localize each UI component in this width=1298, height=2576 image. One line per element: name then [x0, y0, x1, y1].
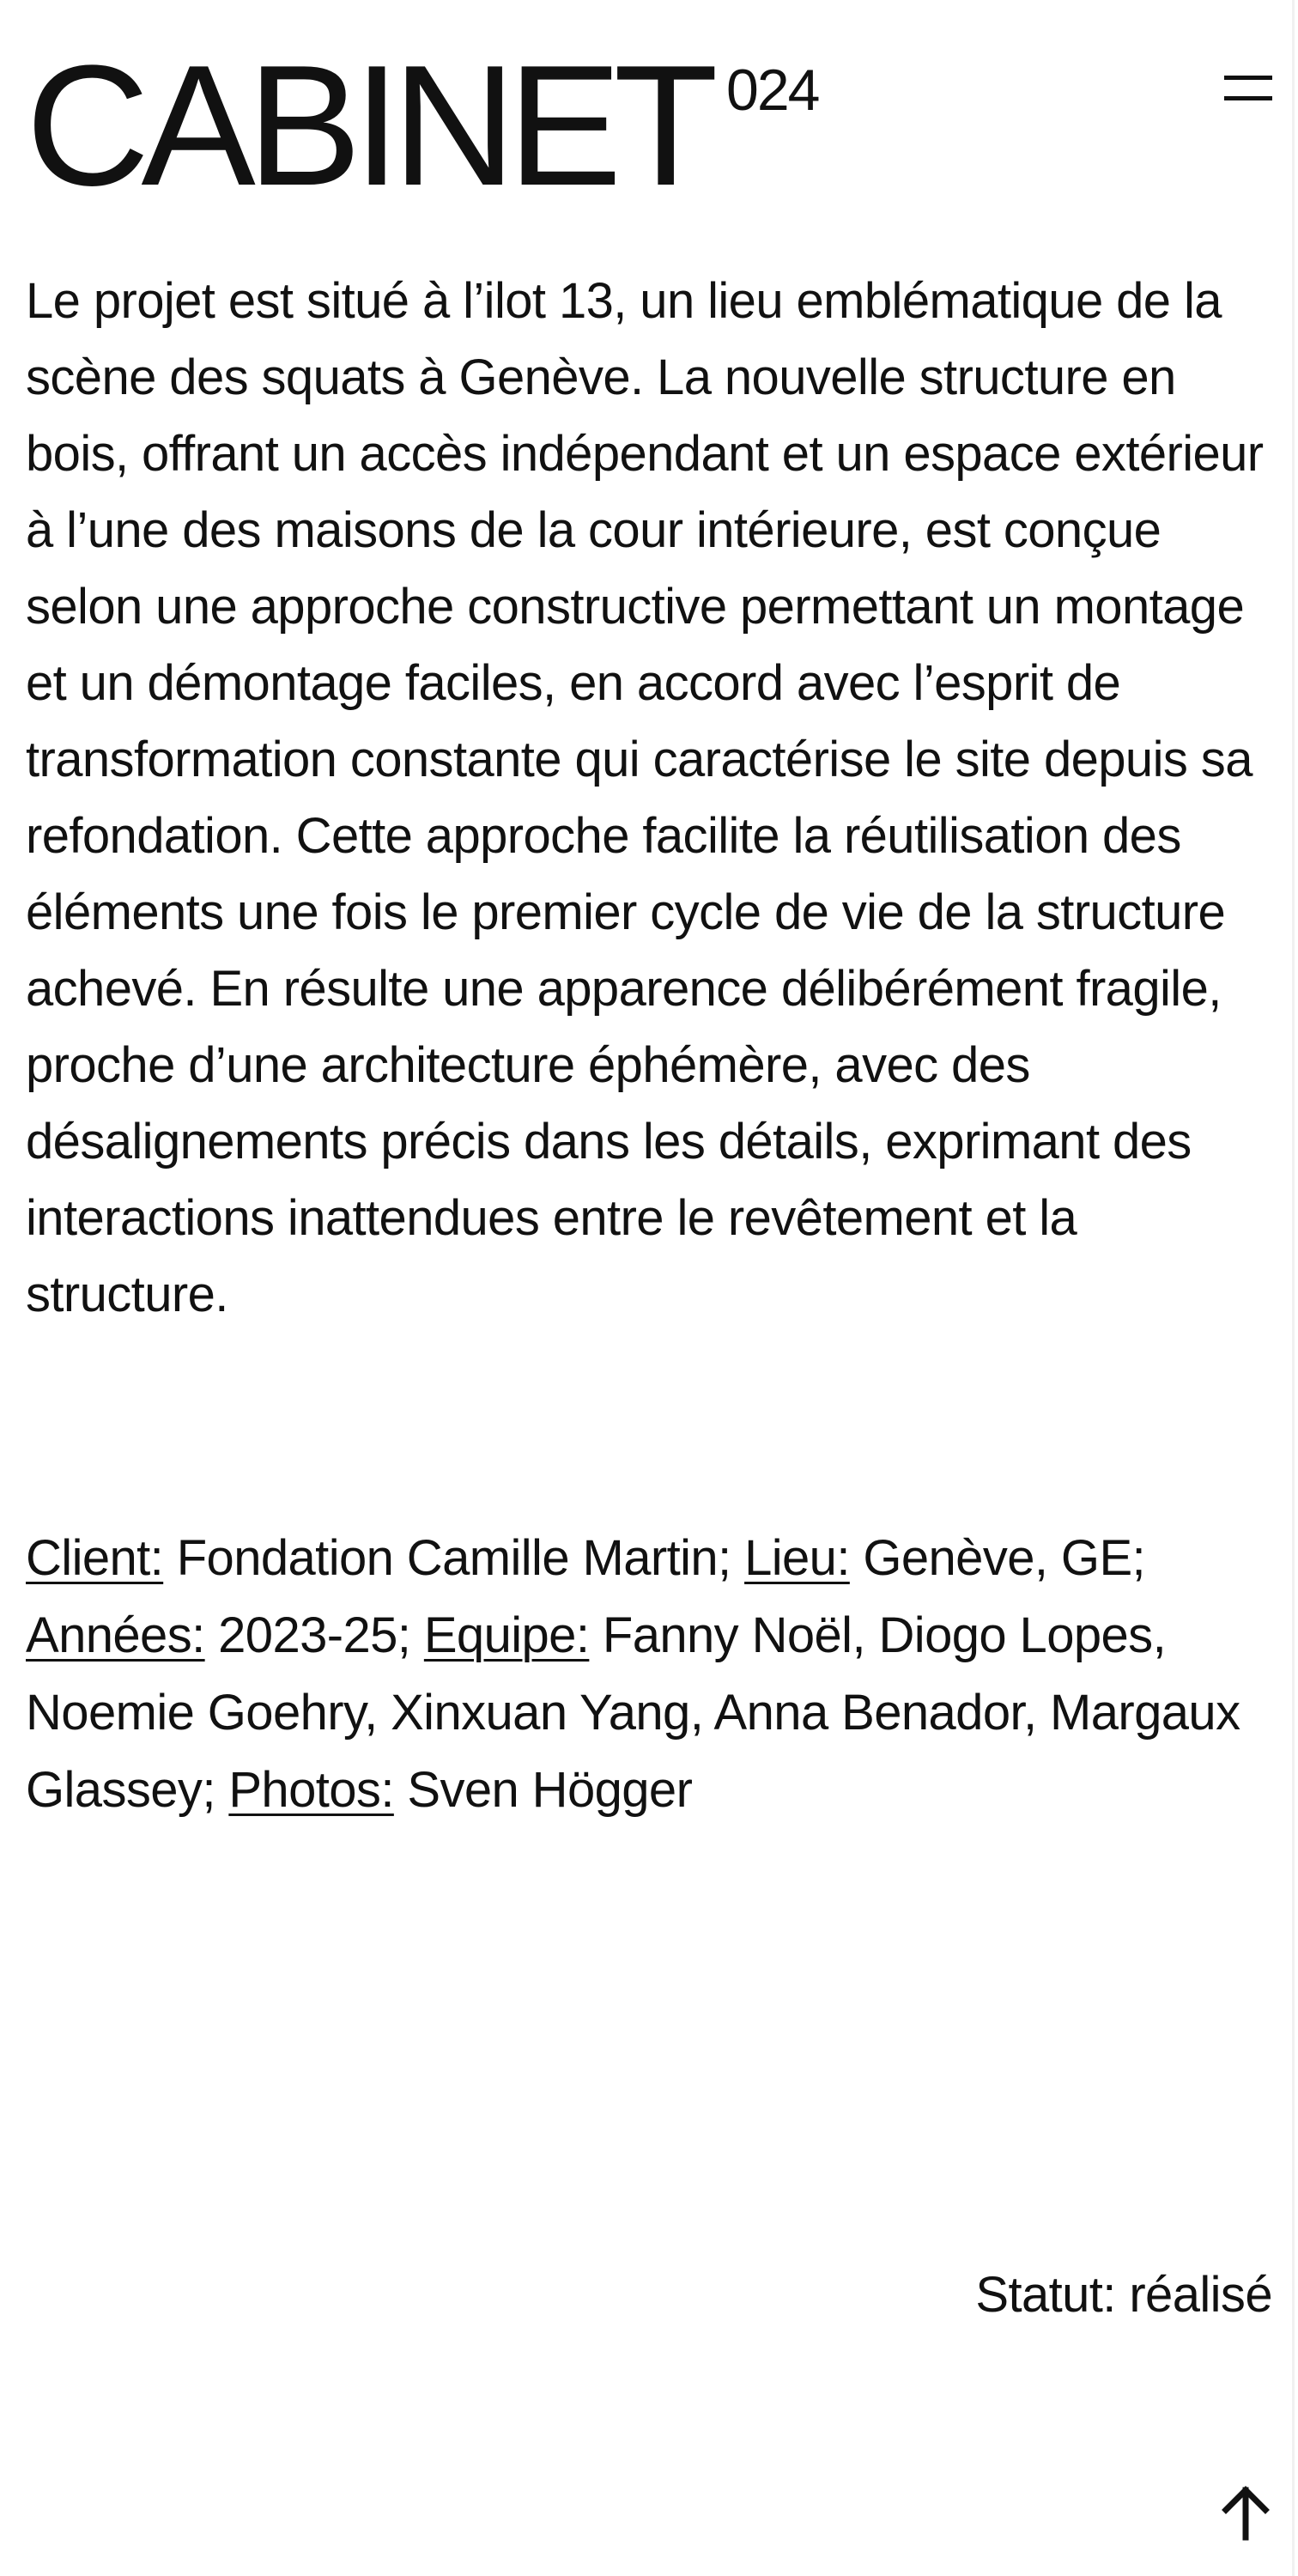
- page-scrollbar[interactable]: [1292, 0, 1295, 2576]
- client-value: Fondation Camille Martin;: [163, 1530, 745, 1586]
- years-value: 2023-25;: [204, 1607, 424, 1663]
- location-label[interactable]: Lieu:: [744, 1530, 850, 1586]
- project-description: Le projet est situé à l’ilot 13, un lieu emblématique de la scène des squats à Genève. La nouvelle structure en bois, offrant un accès indépendant et un espace extérieur à l’une des maisons de la cour intérieure, est conçue selon une approche constructive permettant un montage et un démontage faciles, en accord avec l’esprit de transformation constante qui caractérise le site depuis sa refondation. Cette approche facilite la réutilisation des éléments une fois le premier cycle de vie de la structure achevé. En résulte une apparence délibérément fragile, proche d’une architecture éphémère, avec des désalignements précis dans les détails, exprimant des interactions inattendues entre le revêtement et la structure.: [26, 273, 1264, 1322]
- project-credits: [26, 1520, 1272, 1829]
- arrow-up-icon: [1219, 2483, 1272, 2542]
- years-label[interactable]: Années:: [26, 1607, 205, 1663]
- photos-label[interactable]: Photos:: [228, 1762, 394, 1818]
- team-value: Fanny Noël, Diogo Lopes, Noemie Goehry, Xinxuan Yang, Anna Benador, Margaux Glassey;: [26, 1607, 1240, 1818]
- team-label[interactable]: Equipe:: [423, 1607, 590, 1663]
- menu-icon: [1224, 76, 1272, 80]
- scroll-top-button[interactable]: [1219, 2483, 1272, 2542]
- menu-icon: [1224, 96, 1272, 100]
- menu-button[interactable]: [1224, 69, 1272, 106]
- project-status: Statut: réalisé: [975, 2267, 1272, 2323]
- site-header: [26, 30, 1272, 222]
- location-value: Genève, GE;: [849, 1530, 1146, 1586]
- client-label[interactable]: Client:: [26, 1530, 164, 1586]
- project-number: 024: [726, 58, 819, 123]
- site-logo[interactable]: CABINET: [26, 30, 710, 222]
- photos-value: Sven Högger: [393, 1762, 693, 1818]
